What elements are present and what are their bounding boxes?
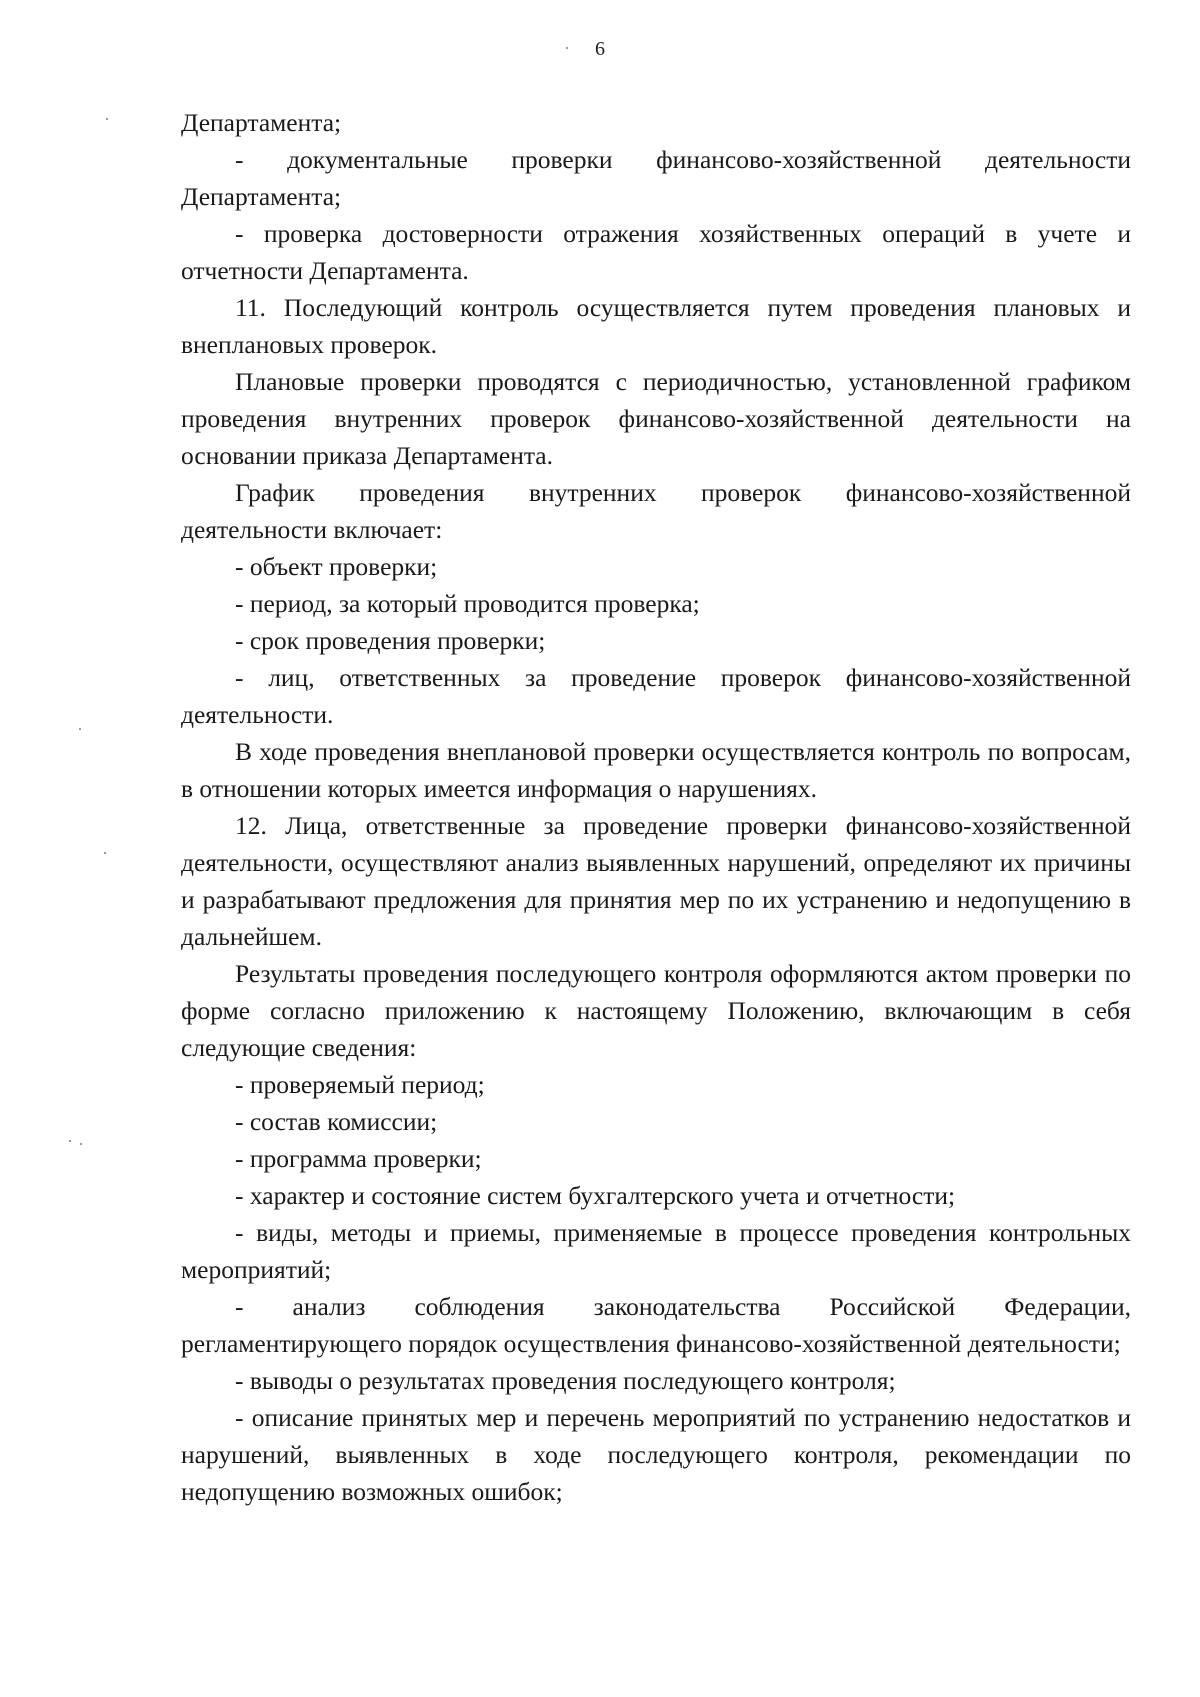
scan-speck <box>80 1143 82 1145</box>
paragraph: Департамента; <box>181 108 342 137</box>
scan-speck <box>106 118 108 120</box>
list-item: - программа проверки; <box>235 1144 482 1173</box>
list-item: - выводы о результатах проведения последующего контроля; <box>235 1366 896 1395</box>
paragraph: 12. Лица, ответственные за проведение проверки финансово-хозяйственной деятельности, осуществляют анализ выявленных нарушений, определяют их причины и разрабатывают предложения для принятия мер по их устранению и недопущению в дальнейшем. <box>181 811 1131 951</box>
list-item: - документальные проверки финансово-хозяйственной деятельности Департамента; <box>181 145 1131 211</box>
paragraph: График проведения внутренних проверок финансово-хозяйственной деятельности включает: <box>181 478 1131 544</box>
list-item: - виды, методы и приемы, применяемые в процессе проведения контрольных мероприятий; <box>181 1218 1131 1284</box>
document-body <box>181 104 1131 1510</box>
list-item: - проверяемый период; <box>235 1070 485 1099</box>
list-item: - лиц, ответственных за проведение проверок финансово-хозяйственной деятельности. <box>181 663 1131 729</box>
list-item: - проверка достоверности отражения хозяйственных операций в учете и отчетности Департамента. <box>181 219 1131 285</box>
paragraph: Плановые проверки проводятся с периодичностью, установленной графиком проведения внутренних проверок финансово-хозяйственной деятельности на основании приказа Департамента. <box>181 367 1131 470</box>
list-item: - описание принятых мер и перечень мероприятий по устранению недостатков и нарушений, выявленных в ходе последующего контроля, рекомендации по недопущению возможных ошибок; <box>181 1403 1131 1506</box>
scan-speck <box>566 47 568 49</box>
list-item: - состав комиссии; <box>235 1107 438 1136</box>
scan-speck <box>79 728 81 730</box>
list-item: - анализ соблюдения законодательства Российской Федерации, регламентирующего порядок осуществления финансово-хозяйственной деятельности; <box>181 1292 1131 1358</box>
scan-speck <box>104 852 106 854</box>
paragraph: Результаты проведения последующего контроля оформляются актом проверки по форме согласно приложению к настоящему Положению, включающим в себя следующие сведения: <box>181 959 1131 1062</box>
list-item: - период, за который проводится проверка; <box>235 589 700 618</box>
list-item: - объект проверки; <box>235 552 438 581</box>
paragraph: 11. Последующий контроль осуществляется путем проведения плановых и внеплановых проверок. <box>181 293 1131 359</box>
scan-speck <box>69 1140 71 1142</box>
list-item: - срок проведения проверки; <box>235 626 546 655</box>
page-number: 6 <box>595 38 605 60</box>
paragraph: В ходе проведения внеплановой проверки осуществляется контроль по вопросам, в отношении которых имеется информация о нарушениях. <box>181 737 1131 803</box>
list-item: - характер и состояние систем бухгалтерского учета и отчетности; <box>235 1181 956 1210</box>
